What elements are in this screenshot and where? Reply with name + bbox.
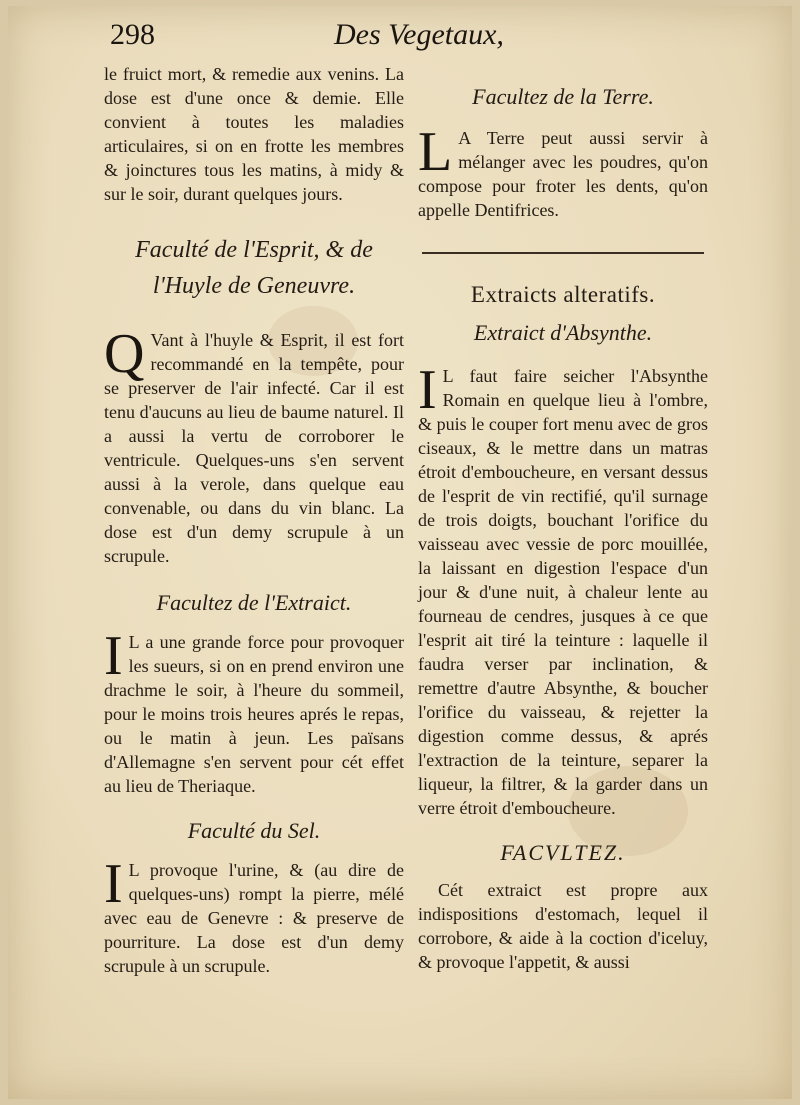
paragraph-extraict xyxy=(104,625,404,798)
heading-extraict-absynthe: Extraict d'Absynthe. xyxy=(473,320,653,345)
running-title: Des Vegetaux, xyxy=(334,18,504,51)
drop-capital: L xyxy=(418,121,453,183)
paragraph-venins: le fruict mort, & remedie aux venins. La dose est d'une once & demie. Elle convient à toutes les maladies articulaires, si on en frotte les membres & joinctures tous les matins, à midy & sur le soir, durant quelques jours. xyxy=(104,64,404,204)
heading-line: Faculté de l'Esprit, & de xyxy=(135,237,373,263)
page-number: 298 xyxy=(110,18,155,51)
paragraph-terre xyxy=(418,121,708,222)
drop-capital: Q xyxy=(104,323,145,385)
heading-facultez: FACVLTEZ. xyxy=(500,840,626,865)
heading-esprit-huyle xyxy=(104,232,404,304)
paragraph-text: A Terre peut aussi servir à mélanger avec les poudres, qu'on compose pour froter les dents, qu'on appelle Dentifrices. xyxy=(418,128,708,220)
paragraph-absynthe xyxy=(418,359,708,820)
heading-faculte-sel: Faculté du Sel. xyxy=(187,818,321,843)
paragraph-text: Vant à l'huyle & Esprit, il est fort recommandé en la tempête, pour se preserver de l'air infecté. Car il est tenu d'aucuns au lieu de baume naturel. Il a aussi la vertu de corroborer le ventricule. Quelques-uns s'en servent aussi à la verole, dans quelque eau convenable, ou dans du vin blanc. La dose est d'un demy scrupule à un scrupule. xyxy=(104,330,404,566)
drop-capital: I xyxy=(104,853,123,915)
paragraph-text: L a une grande force pour provoquer les sueurs, si on en prend environ une drachme le soir, à l'heure du sommeil, pour le moins trois heures aprés le repas, ou le matin à jeun. Les païsans d'Allemagne s'en servent pour cét effet au lieu de Theriaque. xyxy=(104,632,404,796)
running-head xyxy=(104,18,534,58)
heading-facultez-extraict: Facultez de l'Extraict. xyxy=(156,590,352,615)
heading-extraicts-alteratifs: Extraicts alteratifs. xyxy=(470,282,656,307)
drop-capital: I xyxy=(418,359,437,421)
paragraph-huyle-esprit xyxy=(104,323,404,568)
paragraph-text: L provoque l'urine, & (au dire de quelques-uns) rompt la pierre, mélé avec eau de Genevre : & preserve de pourriture. La dose est d'un demy scrupule à un scrupule. xyxy=(104,860,404,976)
paragraph-extraict-estomach: Cét extraict est propre aux indispositions d'estomach, lequel il corrobore, & aide à la coction d'iceluy, & provoque l'appetit, & aussi xyxy=(418,880,708,972)
paragraph-sel xyxy=(104,853,404,978)
right-column xyxy=(418,62,708,974)
drop-capital: I xyxy=(104,625,123,687)
paragraph-text: L faut faire seicher l'Absynthe Romain en quelque lieu à l'ombre, & puis le couper fort menu avec de gros ciseaux, & le mettre dans un matras étroit d'embouchеure, en versant dessus de l'esprit de vin rectifié, qu'il surnage de trois doigts, bouchant l'orifice du vaisseau avec vessie de porc mouillée, la laissant en digestion l'espace d'un jour & d'une nuit, à chaleur lente au fourneau de cendres, jusques à ce que l'esprit ait tiré la teinture : laquelle il faudra verser par inclination, & remettre d'autre Absynthe, & boucher l'orifice du vaisseau, & rejetter la digestion comme dessus, & aprés l'extraction de la teinture, separer la liqueur, la filtrer, & la garder dans un verre étroit d'embouchеure. xyxy=(418,366,708,818)
heading-facultez-terre: Facultez de la Terre. xyxy=(472,84,654,109)
left-column xyxy=(104,62,404,978)
heading-line: l'Huyle de Geneuvre. xyxy=(152,273,356,299)
